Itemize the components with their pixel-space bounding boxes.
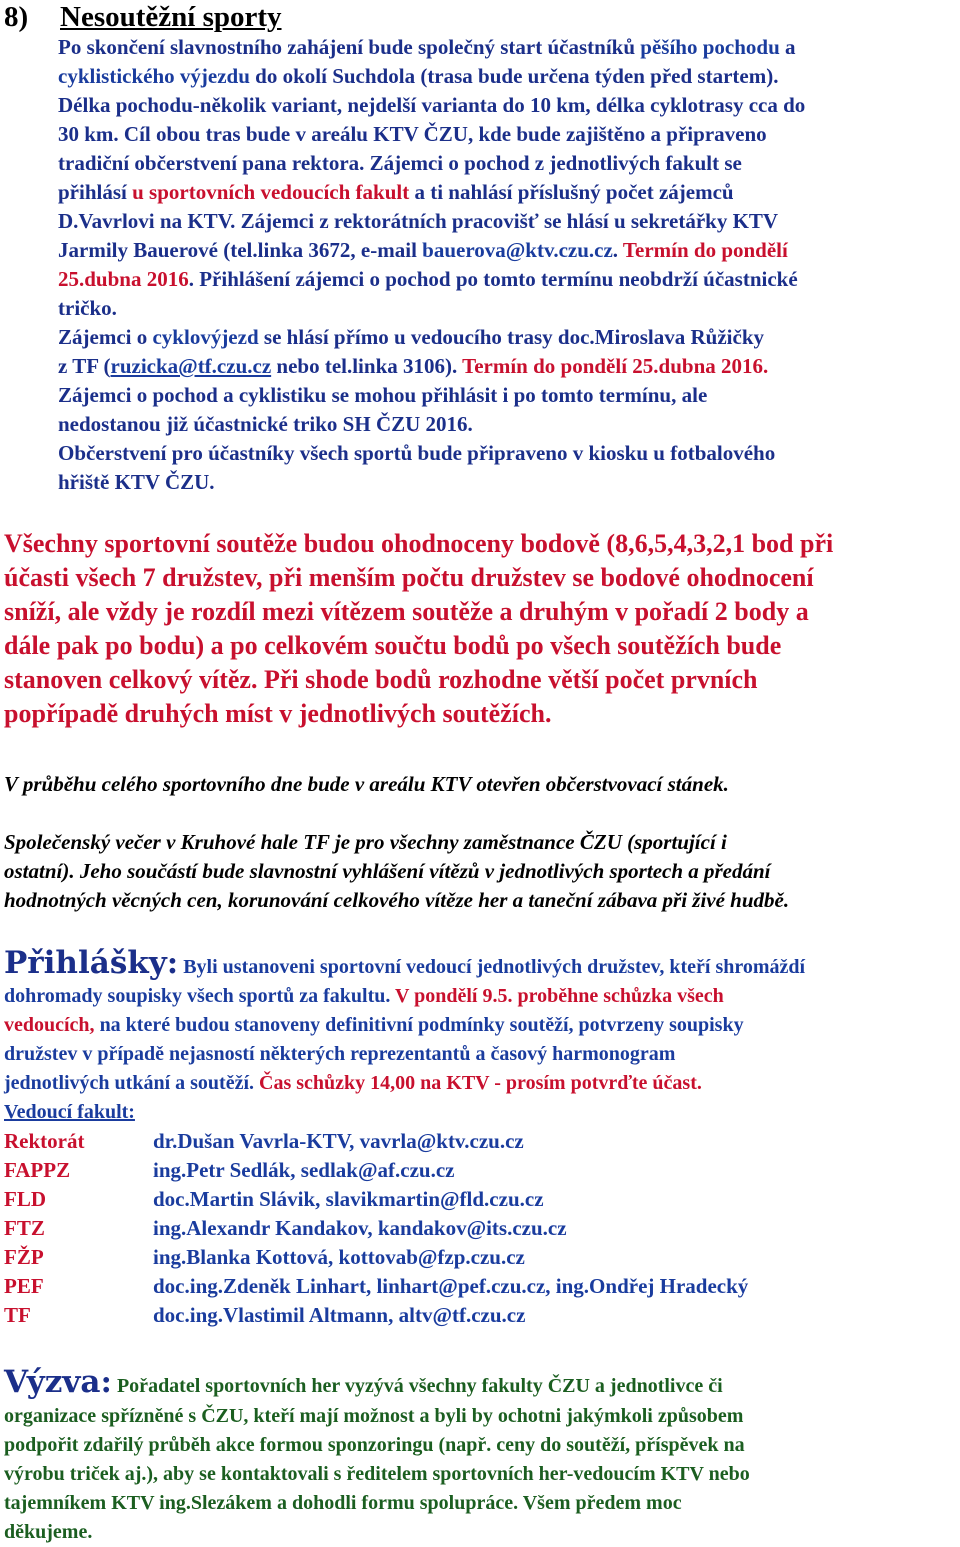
section-title: Nesoutěžní sporty (60, 1, 282, 33)
challenge-line: děkujeme. (4, 1521, 93, 1543)
challenge-paragraph (4, 1362, 958, 1547)
section-line (58, 178, 958, 207)
faculty-abbr: TF (4, 1303, 31, 1327)
text-run: Termín do pondělí (622, 238, 788, 262)
faculty-row (4, 1214, 958, 1243)
text-run: Zájemci o pochod z jednotlivých fakult se (369, 151, 742, 175)
faculty-abbr: PEF (4, 1274, 44, 1298)
applications-line (4, 1011, 958, 1040)
faculty-abbr: FTZ (4, 1216, 45, 1240)
text-run: do okolí Suchdola (trasa bude určena týden před startem). (249, 64, 779, 88)
faculty-row (4, 1301, 958, 1330)
faculty-leaders-title: Vedoucí fakult: (4, 1101, 135, 1123)
text-run: pěšího pochodu (640, 35, 780, 59)
section-line (58, 439, 958, 468)
challenge-first-line (4, 1362, 958, 1402)
applications-paragraph (4, 944, 958, 1127)
scoring-line: stanoven celkový vítěz. Při shode bodů rozhodne větší počet prvních (4, 665, 758, 694)
faculty-row (4, 1127, 958, 1156)
text-run: a (779, 35, 796, 59)
section-body (58, 33, 958, 497)
evening-line: ostatní). Jeho součástí bude slavnostní vyhlášení vítězů v jednotlivých sportech a předání (4, 859, 771, 883)
text-run: bauerova@ktv.czu.cz (422, 238, 613, 262)
text-run: Čas schůzky 14,00 na KTV - prosím potvrďte účast. (259, 1072, 702, 1094)
text-run: 30 km. Cíl obou tras bude v areálu KTV ČZU, kde bude zajištěno a připraveno (58, 122, 767, 146)
scoring-paragraph (4, 527, 958, 731)
text-run: jednotlivých utkání a soutěží. (4, 1072, 260, 1094)
applications-line (4, 1040, 958, 1069)
applications-heading: Přihlášky: (4, 945, 179, 981)
faculty-abbr: FŽP (4, 1245, 44, 1269)
faculty-leader-contact: doc.ing.Zdeněk Linhart, linhart@pef.czu.cz, ing.Ondřej Hradecký (153, 1274, 749, 1298)
faculty-abbr: FLD (4, 1187, 46, 1211)
challenge-heading: Výzva: (4, 1364, 112, 1400)
section-line (58, 62, 958, 91)
text-run: . (612, 238, 623, 262)
text-run: u sportovních vedoucích fakult (132, 180, 410, 204)
text-run: Délka pochodu-několik variant, nejdelší varianta do 10 km, délka cyklotrasy cca do (58, 93, 806, 117)
section-line (58, 265, 958, 294)
section-line (58, 236, 958, 265)
evening-line: hodnotných věcných cen, korunování celkového vítěze her a taneční zábava při živé hudbě. (4, 888, 790, 912)
challenge-line: organizace spřízněné s ČZU, kteří mají možnost a byli by ochotni jakýmkoli způsobem (4, 1405, 744, 1427)
text-run: z TF ( (58, 354, 111, 378)
text-run: přihlásí (58, 180, 133, 204)
section-line (58, 91, 958, 120)
challenge-line-row (4, 1460, 958, 1489)
evening-paragraph (4, 828, 958, 915)
faculty-leaders (4, 1127, 958, 1330)
text-run: cyklovýjezd (152, 325, 259, 349)
text-run: nebo tel.linka 3106). (271, 354, 463, 378)
section-line (58, 381, 958, 410)
challenge-line-row (4, 1489, 958, 1518)
text-run: a ti nahlásí příslušný počet zájemců (409, 180, 734, 204)
text-run: vedoucích, (4, 1014, 100, 1036)
text-run: Občerstvení pro účastníky všech sportů bude připraveno v kiosku u fotbalového (58, 441, 776, 465)
scoring-line: účasti všech 7 družstev, při menším počtu družstev se bodové ohodnocení (4, 563, 814, 592)
text-run: cyklistického výjezdu (58, 64, 250, 88)
text-run: Termín do pondělí 25.dubna 2016. (462, 354, 769, 378)
text-run: Po skončení slavnostního zahájení bude společný start účastníků (58, 35, 641, 59)
text-run: na které budou stanoveny definitivní podmínky soutěží, potvrzeny soupisky (99, 1014, 744, 1036)
text-run: D.Vavrlovi na KTV. Zájemci z rektorátních pracovišť se hlásí u sekretářky KTV (58, 209, 779, 233)
text-run: V pondělí 9.5. proběhne schůzka všech (395, 985, 724, 1007)
evening-line: Společenský večer v Kruhové hale TF je pro všechny zaměstnance ČZU (sportující i (4, 830, 727, 854)
email-link[interactable]: ruzicka@tf.czu.cz (110, 354, 272, 378)
text-run: Byli ustanoveni sportovní vedoucí jednotlivých družstev, kteří shromáždí (183, 956, 806, 978)
faculty-leader-contact: ing.Alexandr Kandakov, kandakov@its.czu.cz (153, 1216, 567, 1240)
scoring-line: dále pak po bodu) a po celkovém součtu bodů po všech soutěžích bude (4, 631, 782, 660)
challenge-line: podpořit zdařilý průběh akce formou sponzoringu (např. ceny do soutěží, příspěvek na (4, 1434, 745, 1456)
text-run: družstev v případě nejasností některých reprezentantů a časový harmonogram (4, 1043, 676, 1065)
faculty-row (4, 1243, 958, 1272)
text-run: . Přihlášení zájemci o pochod po tomto termínu neobdrží účastnické (188, 267, 798, 291)
challenge-line-row (4, 1431, 958, 1460)
scoring-line: sníží, ale vždy je rozdíl mezi vítězem soutěže a druhým v pořadí 2 body a (4, 597, 809, 626)
text-run: Zájemci o (58, 325, 153, 349)
text-run: nedostanou již účastnické triko SH ČZU 2016. (58, 412, 473, 436)
faculty-abbr: FAPPZ (4, 1158, 71, 1182)
text-run: Zájemci o pochod a cyklistiku se mohou přihlásit i po tomto termínu, ale (58, 383, 708, 407)
section-line (58, 352, 958, 381)
faculty-leader-contact: doc.ing.Vlastimil Altmann, altv@tf.czu.cz (153, 1303, 526, 1327)
applications-line (4, 1069, 958, 1098)
faculty-abbr: Rektorát (4, 1129, 85, 1153)
faculty-row (4, 1156, 958, 1185)
faculty-row (4, 1272, 958, 1301)
section-line (58, 294, 958, 323)
faculty-row (4, 1185, 958, 1214)
applications-line (4, 982, 958, 1011)
section-line (58, 149, 958, 178)
section-line (58, 468, 958, 497)
section-line (58, 410, 958, 439)
text-run: dohromady soupisky všech sportů za fakultu. (4, 985, 396, 1007)
section-line (58, 207, 958, 236)
text-run: tradiční občerstvení pana rektora. (58, 151, 370, 175)
scoring-line: popřípadě druhých míst v jednotlivých soutěžích. (4, 699, 552, 728)
section-heading (4, 0, 282, 34)
text-run: Jarmily Bauerové (tel.linka 3672, e-mail (58, 238, 423, 262)
text-run: se hlásí přímo u vedoucího trasy doc.Miroslava Růžičky (258, 325, 765, 349)
section-line (58, 120, 958, 149)
faculty-leader-contact: ing.Petr Sedlák, sedlak@af.czu.cz (153, 1158, 455, 1182)
challenge-line-row (4, 1402, 958, 1431)
refreshment-line: V průběhu celého sportovního dne bude v areálu KTV otevřen občerstvovací stánek. (4, 772, 729, 796)
applications-first-line (4, 944, 958, 982)
refreshment-paragraph (4, 770, 958, 799)
section-line (58, 323, 958, 352)
challenge-line: výrobu triček aj.), aby se kontaktovali s ředitelem sportovních her-vedoucím KTV nebo (4, 1463, 750, 1485)
faculty-leader-contact: doc.Martin Slávik, slavikmartin@fld.czu.cz (153, 1187, 544, 1211)
text-run: hřiště KTV ČZU. (58, 470, 215, 494)
challenge-line-row (4, 1518, 958, 1547)
challenge-line: Pořadatel sportovních her vyzývá všechny fakulty ČZU a jednotlivce či (116, 1375, 723, 1397)
section-line (58, 33, 958, 62)
faculty-leader-contact: ing.Blanka Kottová, kottovab@fzp.czu.cz (153, 1245, 525, 1269)
faculty-leader-contact: dr.Dušan Vavrla-KTV, vavrla@ktv.czu.cz (153, 1129, 524, 1153)
challenge-line: tajemníkem KTV ing.Slezákem a dohodli formu spolupráce. Všem předem moc (4, 1492, 682, 1514)
text-run: tričko. (58, 296, 117, 320)
section-number: 8) (4, 1, 29, 33)
scoring-line: Všechny sportovní soutěže budou ohodnoceny bodově (8,6,5,4,3,2,1 bod při (4, 529, 834, 558)
text-run: 25.dubna 2016 (58, 267, 189, 291)
